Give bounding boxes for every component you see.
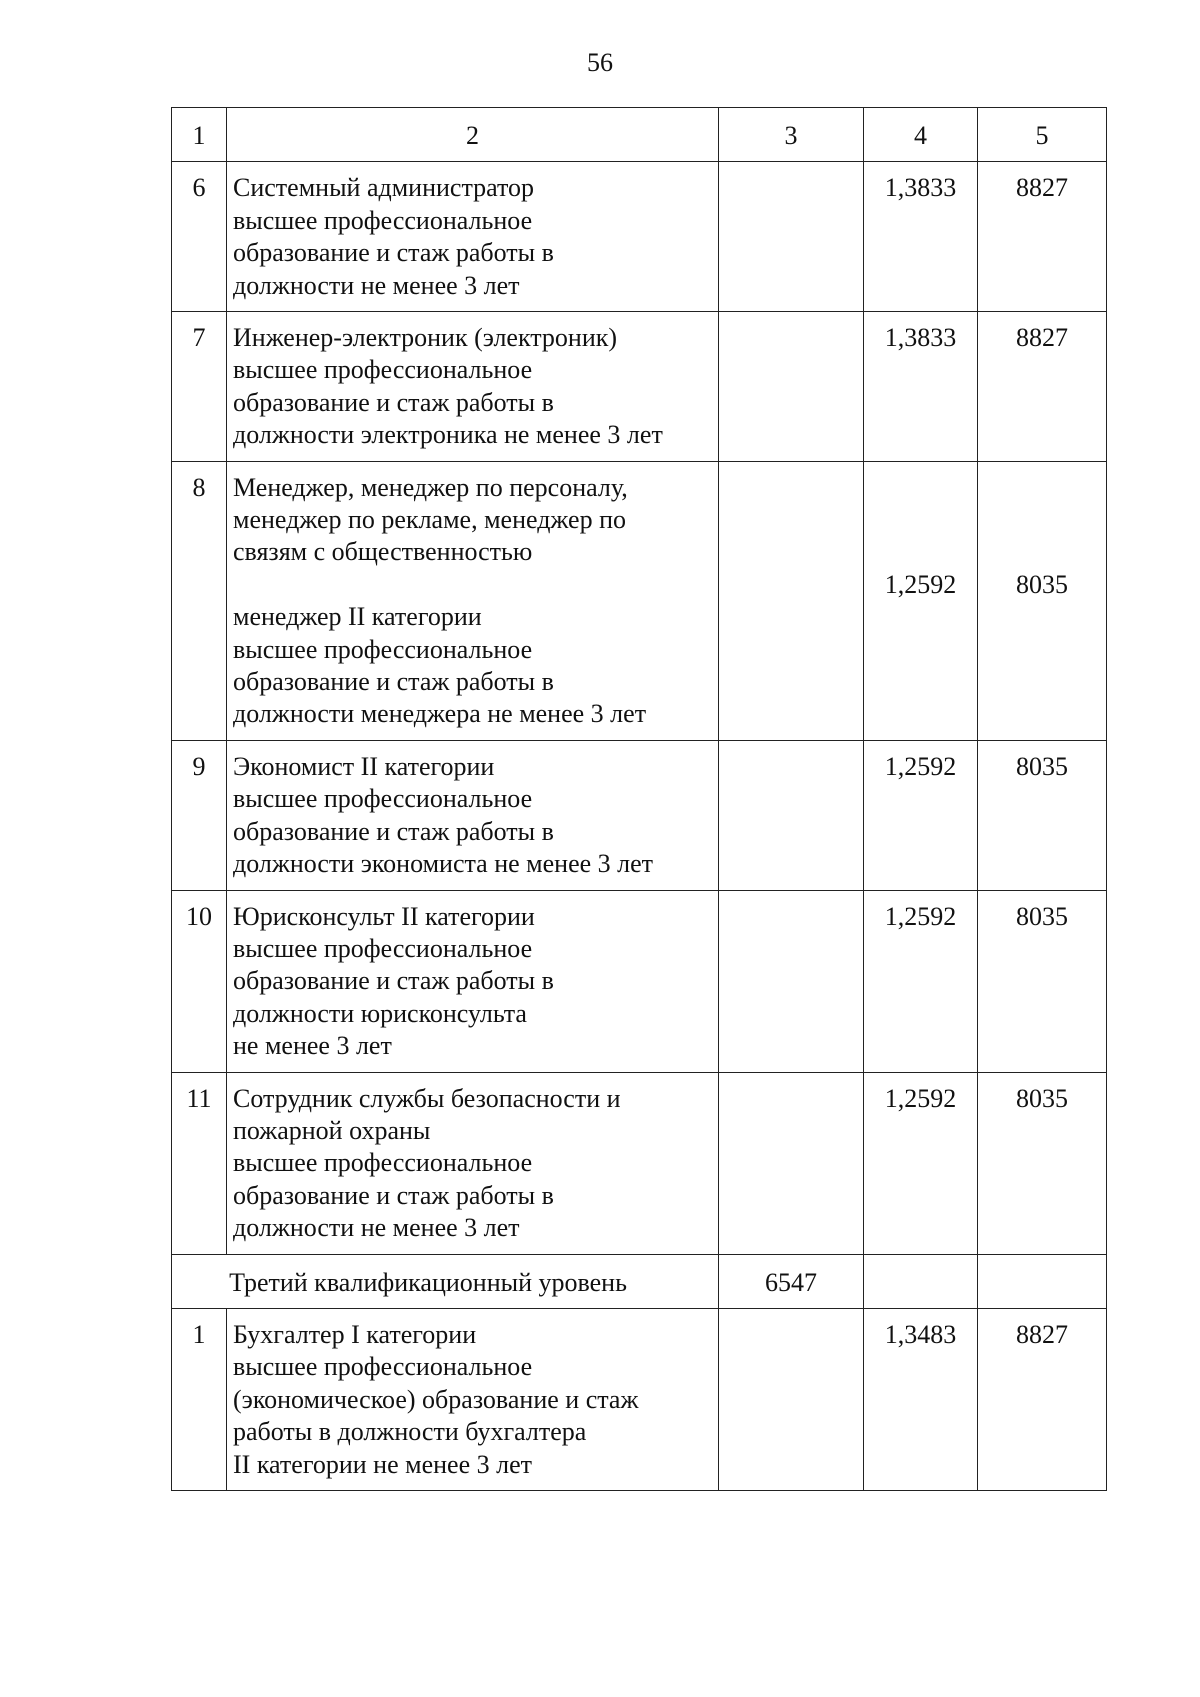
- header-cell: 1: [172, 108, 227, 162]
- cell-col3: [719, 890, 864, 1072]
- description-line: Юрисконсульт II категории: [233, 901, 535, 931]
- header-cell: 2: [227, 108, 719, 162]
- description-line: высшее профессиональное: [233, 784, 533, 814]
- description-line: высшее профессиональное: [233, 1148, 533, 1178]
- cell-col3: [719, 1308, 864, 1490]
- coefficient-value: 1,2592: [864, 1072, 978, 1254]
- position-description: [227, 162, 719, 312]
- description-line: образование и стаж работы в: [233, 238, 554, 268]
- table-row: [172, 461, 1107, 740]
- description-line: пожарной охраны: [233, 1115, 431, 1145]
- salary-value: 8827: [978, 1308, 1107, 1490]
- description-line: (экономическое) образование и стаж: [233, 1384, 639, 1414]
- description-line: не менее 3 лет: [233, 1031, 392, 1061]
- description-line: должности экономиста не менее 3 лет: [233, 849, 654, 879]
- header-cell: 5: [978, 108, 1107, 162]
- description-line: Экономист II категории: [233, 751, 495, 781]
- description-line: Менеджер, менеджер по персоналу,: [233, 472, 628, 502]
- cell-col3: [719, 461, 864, 740]
- description-line: менеджер II категории: [233, 602, 482, 632]
- description-line: должности электроника не менее 3 лет: [233, 420, 663, 450]
- salary-value: 8827: [978, 312, 1107, 462]
- cell-col3: [719, 312, 864, 462]
- description-line: Бухгалтер I категории: [233, 1319, 477, 1349]
- coefficient-value: 1,3833: [864, 162, 978, 312]
- qualification-table: [171, 107, 1107, 1491]
- header-cell: 3: [719, 108, 864, 162]
- salary-value: 8035: [978, 740, 1107, 890]
- row-number: 6: [172, 162, 227, 312]
- description-line: образование и стаж работы в: [233, 966, 554, 996]
- description-line: связям с общественностью: [233, 537, 533, 567]
- base-salary-value: 6547: [719, 1254, 864, 1308]
- description-line: II категории не менее 3 лет: [233, 1449, 532, 1479]
- description-line: Сотрудник службы безопасности и: [233, 1083, 621, 1113]
- description-line: должности юрисконсульта: [233, 998, 527, 1028]
- table-row: [172, 1072, 1107, 1254]
- page-number: 56: [587, 48, 613, 77]
- coefficient-value: 1,2592: [864, 740, 978, 890]
- salary-value: 8035: [1016, 569, 1068, 599]
- coefficient-value: 1,2592: [884, 569, 957, 599]
- coefficient-value: 1,3833: [864, 312, 978, 462]
- coefficient-value: 1,2592: [864, 890, 978, 1072]
- row-number: 7: [172, 312, 227, 462]
- description-line: работы в должности бухгалтера: [233, 1417, 587, 1447]
- row-number: 8: [172, 461, 227, 740]
- position-description: [227, 740, 719, 890]
- salary-value: 8035: [978, 1072, 1107, 1254]
- description-line: высшее профессиональное: [233, 933, 533, 963]
- row-number: 9: [172, 740, 227, 890]
- cell-col3: [719, 740, 864, 890]
- table-row: [172, 890, 1107, 1072]
- description-line: образование и стаж работы в: [233, 1180, 554, 1210]
- salary-value: 8827: [978, 162, 1107, 312]
- header-cell: 4: [864, 108, 978, 162]
- row-number: 10: [172, 890, 227, 1072]
- table-row: [172, 740, 1107, 890]
- cell-col4: [864, 1254, 978, 1308]
- cell-col5: [978, 1254, 1107, 1308]
- qualification-level-row: [172, 1254, 1107, 1308]
- position-description: [227, 312, 719, 462]
- description-line: образование и стаж работы в: [233, 816, 554, 846]
- description-line: высшее профессиональное: [233, 355, 533, 385]
- description-line: высшее профессиональное: [233, 205, 533, 235]
- table-row: [172, 1308, 1107, 1490]
- description-line: образование и стаж работы в: [233, 387, 554, 417]
- row-number: 1: [172, 1308, 227, 1490]
- table-row: [172, 312, 1107, 462]
- position-description: [227, 1072, 719, 1254]
- cell-col3: [719, 162, 864, 312]
- coefficient-cell: [864, 461, 978, 740]
- position-description: [227, 890, 719, 1072]
- row-number: 11: [172, 1072, 227, 1254]
- position-group-title: [233, 472, 712, 569]
- description-line: высшее профессиональное: [233, 1352, 533, 1382]
- coefficient-value: 1,3483: [864, 1308, 978, 1490]
- salary-value: 8035: [978, 890, 1107, 1072]
- description-line: образование и стаж работы в: [233, 667, 554, 697]
- description-line: высшее профессиональное: [233, 634, 533, 664]
- description-line: менеджер по рекламе, менеджер по: [233, 505, 626, 535]
- qualification-level-title: Третий квалификационный уровень: [172, 1254, 719, 1308]
- position-description: [227, 461, 719, 740]
- position-description: [227, 1308, 719, 1490]
- cell-col3: [719, 1072, 864, 1254]
- description-line: Системный администратор: [233, 173, 535, 203]
- table-row: [172, 162, 1107, 312]
- header-row: [172, 108, 1107, 162]
- description-line: Инженер-электроник (электроник): [233, 323, 618, 353]
- description-line: должности менеджера не менее 3 лет: [233, 699, 647, 729]
- description-line: должности не менее 3 лет: [233, 1213, 520, 1243]
- salary-cell: [978, 461, 1107, 740]
- position-subcategory: [233, 601, 712, 731]
- description-line: должности не менее 3 лет: [233, 270, 520, 300]
